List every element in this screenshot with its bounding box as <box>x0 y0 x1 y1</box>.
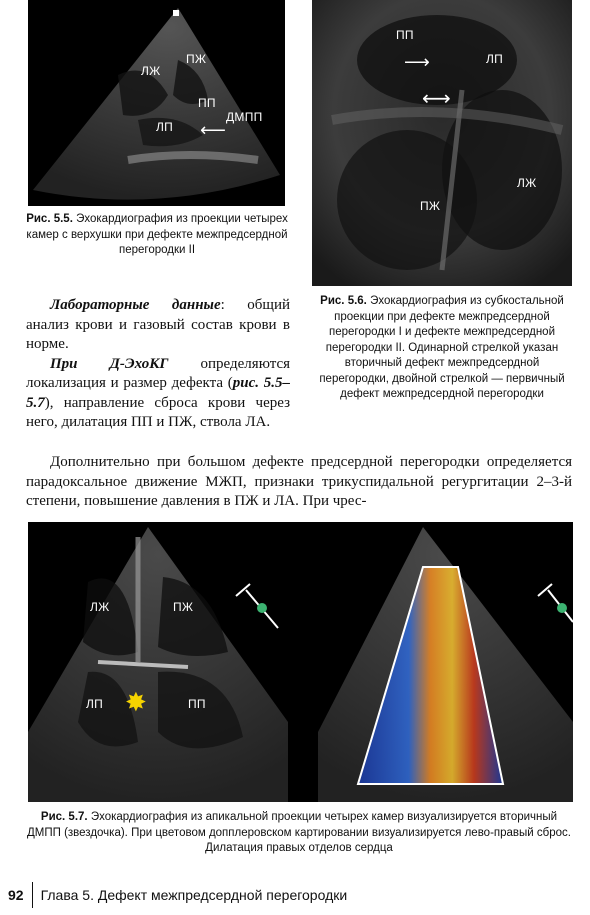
echo-sector-5-6 <box>312 0 572 286</box>
page-number: 92 <box>8 887 24 903</box>
figure-5-6-echo-image <box>312 0 572 286</box>
probe-icon <box>538 584 573 622</box>
term-lab: Лабораторные данные <box>50 297 221 313</box>
paragraph-echo <box>26 355 290 433</box>
paragraph-echo-text-b: ), направление сброса крови через него, дилатация ПП и ПЖ, ствола ЛА. <box>26 394 290 430</box>
label-la: ЛП <box>156 120 174 134</box>
label-la: ЛП <box>86 697 104 711</box>
paragraph-lab <box>26 296 290 355</box>
caption-text: Эхокардиография из апикальной проекции четырех камер визуализируется вторичный ДМПП (звездочка). При цветовом допплеровском картировании визуализируется лево-правый сброс. Дилатация правых отделов сердца <box>26 811 571 854</box>
figure-5-6-caption <box>310 294 574 403</box>
label-rv: ПЖ <box>173 600 194 614</box>
caption-number: Рис. 5.6. <box>320 295 367 307</box>
probe-icon <box>236 584 278 628</box>
echo-sector-5-5 <box>28 0 285 206</box>
caption-text: Эхокардиография из субкостальной проекции при дефекте межпредсердной перегородки I и дефекте межпредсердной перегородки II. Одинарной стрелкой указан вторичный дефект межпредсердной перегородки, двойной стрелкой — первичный дефект межпредсердной перегородки <box>319 295 565 400</box>
label-ra: ПП <box>396 28 414 42</box>
label-ra: ПП <box>198 96 216 110</box>
label-rv: ПЖ <box>186 52 207 66</box>
footer-divider <box>32 882 33 908</box>
caption-number: Рис. 5.7. <box>40 811 88 823</box>
term-echo: При Д-ЭхоКГ <box>50 355 169 372</box>
page-footer <box>8 885 568 905</box>
paragraph-additional: Дополнительно при большом дефекте предсердной перегородки определяется парадоксальное движение МЖП, признаки трикуспидальной регургитации 2–3-й степени, повышение давления в ПЖ и ЛА. При чрес- <box>26 454 572 509</box>
caption-number: Рис. 5.5. <box>26 213 73 225</box>
label-rv: ПЖ <box>420 199 441 213</box>
paragraph-lab-text: : общий анализ крови и газовый состав крови в норме. <box>26 297 291 352</box>
label-ra: ПП <box>188 697 206 711</box>
label-lv: ЛЖ <box>141 64 161 78</box>
body-text-full-width <box>26 453 572 512</box>
figure-5-5-echo-image <box>28 0 285 206</box>
double-arrow-icon: ⟷ <box>422 86 451 110</box>
figure-reference: рис. 5.5–5.7 <box>26 375 291 411</box>
label-lv: ЛЖ <box>517 176 537 190</box>
figure-5-5-caption <box>26 212 288 259</box>
label-la: ЛП <box>486 52 504 66</box>
star-icon: ✸ <box>125 688 147 718</box>
paragraph-echo-text-a: определяются локализация и размер дефекта ( <box>26 355 290 391</box>
label-lv: ЛЖ <box>90 600 110 614</box>
caption-text: Эхокардиография из проекции четырех камер с верхушки при дефекте межпредсердной перегородки II <box>26 213 288 256</box>
figure-5-7-echo-image <box>28 522 573 802</box>
figure-5-7-caption <box>26 810 572 857</box>
echo-sector-5-7 <box>28 522 573 802</box>
body-text-left-column <box>26 296 290 433</box>
label-dmpp: ДМПП <box>226 110 263 124</box>
arrow-icon: ⟶ <box>404 52 430 73</box>
chapter-title: Глава 5. Дефект межпредсердной перегородки <box>40 887 348 903</box>
arrow-icon: ⟵ <box>200 120 226 141</box>
